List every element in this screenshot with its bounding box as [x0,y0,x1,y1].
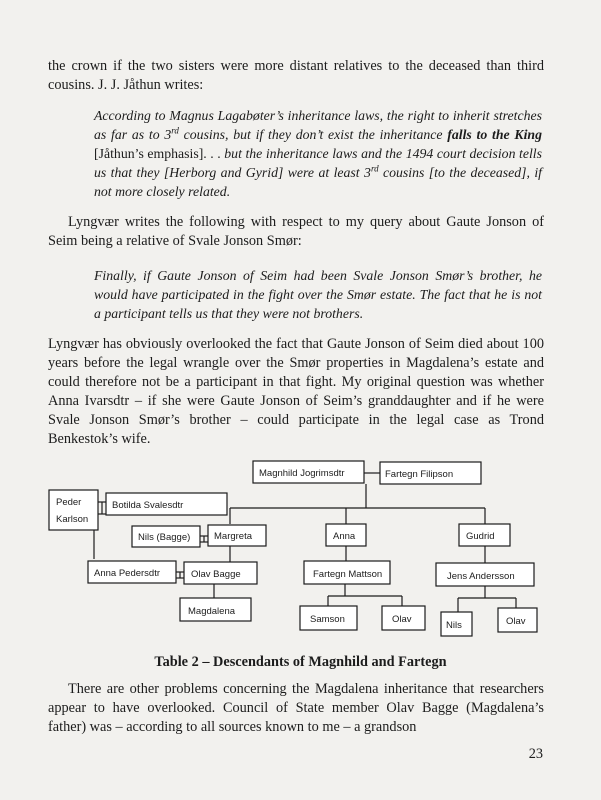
tree-node-gudrid [459,524,510,546]
quote-jathun-sup-2: rd [370,163,379,174]
tree-label-magdalena: Magdalena [188,606,236,617]
paragraph-overlooked: Lyngvær has obviously overlooked the fact that Gaute Jonson of Seim died about 100 years before the legal wrangle over the Smør properties in Magdalena’s estate and could therefore not be a participant in that fight. My original question was whether Anna Ivarsdtr – if she were Gaute Jonson of Seim’s granddaughter and if he were Svale Jonson Smør’s brother – could participate in the legal case as Trond Benkestok’s wife. [48,336,544,447]
tree-label-olav-1: Olav [392,614,412,625]
tree-node-olav-bagge [184,562,257,584]
page-number: 23 [528,746,543,762]
tree-node-margreta [208,525,266,546]
tree-label-anna: Anna [333,531,356,542]
tree-node-fartegn [380,462,481,484]
quote-jathun-part-e: cousins [to the deceased], if not more closely related. [94,165,542,199]
tree-label-samson: Samson [310,614,345,625]
tree-label-karlson: Karlson [56,514,89,525]
tree-label-olav-bagge: Olav Bagge [191,569,241,580]
tree-node-peder [49,490,98,530]
table-caption: Table 2 – Descendants of Magnhild and Fartegn [154,654,447,670]
tree-node-nils-bagge [132,526,200,547]
tree-node-botilda [106,493,227,515]
tree-node-samson [300,606,357,630]
tree-node-olav-1 [382,606,425,630]
tree-label-anna-pedersdtr: Anna Pedersdtr [94,568,161,579]
quote-jathun-part-a: According to Magnus Lagabøter’s inheritance laws, the right to inherit stretches as far as to 3 [94,108,542,142]
quote-jathun-bold: falls to the King [447,127,542,142]
tree-label-fartegn-mattson: Fartegn Mattson [313,569,383,580]
tree-node-magnhild [253,461,364,483]
tree-node-anna [326,524,366,546]
quote-lyngvaer: Finally, if Gaute Jonson of Seim had been Svale Jonson Smør’s brother, he would have participated in the fight over the Smør estate. The fact that he is not a participant tells us that they were not brothers. [94,268,542,321]
tree-label-olav-2: Olav [506,616,526,627]
tree-label-nils: Nils [446,620,462,631]
tree-label-nils-bagge: Nils (Bagge) [138,532,191,543]
tree-label-peder: Peder [56,497,82,508]
tree-label-gudrid: Gudrid [466,531,495,542]
tree-node-nils [441,612,472,636]
tree-label-margreta: Margreta [214,531,253,542]
paragraph-lyngvaer-query: Lyngvær writes the following with respect to my query about Gaute Jonson of Seim being a relative of Svale Jonson Smør: [48,214,544,249]
quote-jathun-part-b: cousins, but if they don’t exist the inheritance [178,127,448,142]
tree-label-jens-andersson: Jens Andersson [447,571,515,582]
tree-node-magdalena [180,598,251,621]
paragraph-other-problems: There are other problems concerning the Magdalena inheritance that researchers appear to have overlooked. Council of State member Olav Bagge (Magdalena’s father) was – according to all sources known to me – a grandson [48,681,544,735]
tree-node-jens-andersson [436,563,534,586]
tree-node-olav-2 [498,608,537,632]
tree-node-fartegn-mattson [304,561,390,584]
tree-label-botilda: Botilda Svalesdtr [112,500,184,511]
quote-jathun-part-c: [Jåthun’s emphasis]. . . [94,146,225,161]
tree-label-magnhild: Magnhild Jogrimsdtr [259,468,345,479]
tree-node-anna-pedersdtr [88,561,176,583]
tree-label-fartegn: Fartegn Filipson [385,469,454,480]
paragraph-intro: the crown if the two sisters were more distant relatives to the deceased than third cousins. J. J. Jåthun writes: [48,58,544,93]
quote-jathun-sup-1: rd [171,125,179,136]
quote-jathun-part-d: but the inheritance laws and the 1494 court decision tells us that they [Herborg and Gyrid] were at least 3 [94,146,543,180]
